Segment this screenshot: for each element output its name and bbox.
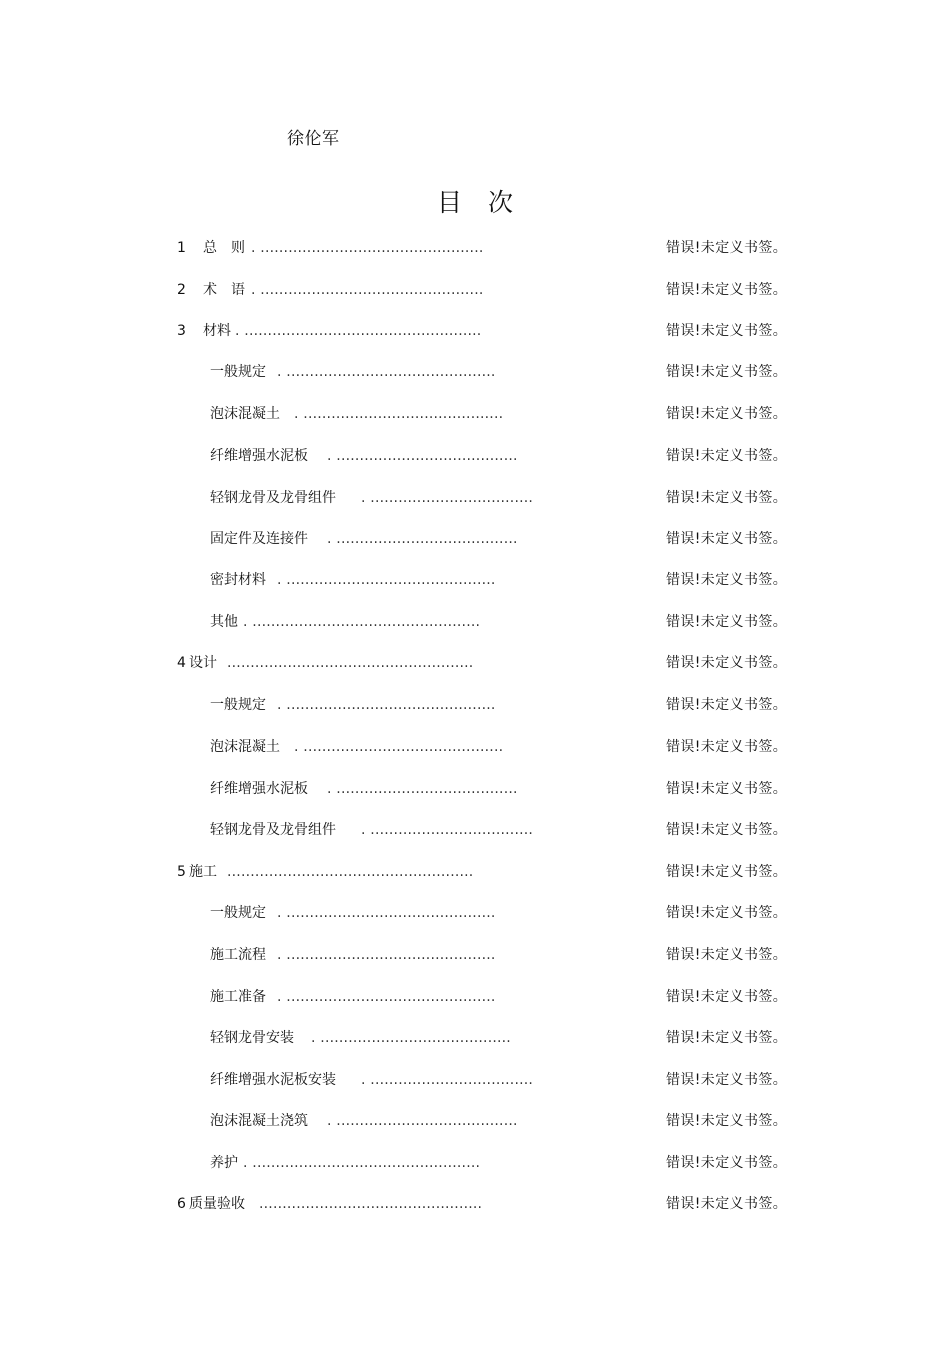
toc-entry-label: 施工 <box>189 864 217 880</box>
toc-entry-page-ref: 错误!未定义书签。 <box>666 1196 788 1212</box>
toc-entry-leader: . ................................... <box>361 490 534 506</box>
toc-entry[interactable] <box>0 1069 950 1091</box>
toc-entry[interactable] <box>0 237 950 259</box>
toc-entry-page-ref: 错误!未定义书签。 <box>666 614 788 630</box>
toc-entry-page-ref: 错误!未定义书签。 <box>666 1113 788 1129</box>
toc-entry-label: 纤维增强水泥板 <box>210 448 308 464</box>
toc-entry-page-ref: 错误!未定义书签。 <box>666 364 788 380</box>
toc-entry[interactable] <box>0 861 950 883</box>
toc-entry-label: 一般规定 <box>210 905 266 921</box>
toc-entry-label: 固定件及连接件 <box>210 531 308 547</box>
toc-entry[interactable] <box>0 1110 950 1132</box>
toc-entry-label: 术 语 <box>203 282 245 298</box>
toc-entry-page-ref: 错误!未定义书签。 <box>666 240 788 256</box>
toc-entry-leader: . ............................................. <box>277 989 496 1005</box>
toc-entry-leader: . ................................................. <box>243 1155 481 1171</box>
toc-entry-leader: . ............................................. <box>277 572 496 588</box>
toc-entry[interactable] <box>0 902 950 924</box>
toc-entry-number: 5 <box>177 864 186 880</box>
toc-entry-leader: ..................................................... <box>227 655 474 671</box>
toc-entry[interactable] <box>0 819 950 841</box>
toc-entry-leader: . ............................................. <box>277 905 496 921</box>
toc-entry-leader: ..................................................... <box>227 864 474 880</box>
toc-entry-page-ref: 错误!未定义书签。 <box>666 781 788 797</box>
toc-entry[interactable] <box>0 361 950 383</box>
toc-entry-label: 一般规定 <box>210 697 266 713</box>
toc-entry-label: 轻钢龙骨及龙骨组件 <box>210 822 336 838</box>
toc-entry-leader: . ........................................... <box>294 406 504 422</box>
toc-entry-number: 4 <box>177 655 186 671</box>
toc-entry-label: 总 则 <box>203 240 245 256</box>
toc-entry-page-ref: 错误!未定义书签。 <box>666 739 788 755</box>
toc-entry-leader: . ................................................... <box>235 323 482 339</box>
toc-entry-leader: . ................................................. <box>243 614 481 630</box>
toc-entry-leader: . ......................................... <box>311 1030 511 1046</box>
toc-entry[interactable] <box>0 652 950 674</box>
toc-entry[interactable] <box>0 320 950 342</box>
toc-entry-label: 其他 <box>210 614 238 630</box>
toc-entry-number: 6 <box>177 1196 186 1212</box>
toc-entry-leader: . ................................... <box>361 822 534 838</box>
toc-entry-leader: . ....................................... <box>327 1113 518 1129</box>
toc-entry[interactable] <box>0 403 950 425</box>
toc-entry-leader: . ............................................. <box>277 364 496 380</box>
toc-entry-page-ref: 错误!未定义书签。 <box>666 1155 788 1171</box>
toc-entry-page-ref: 错误!未定义书签。 <box>666 655 788 671</box>
toc-entry-page-ref: 错误!未定义书签。 <box>666 697 788 713</box>
toc-entry-page-ref: 错误!未定义书签。 <box>666 490 788 506</box>
toc-entry-leader: . ................................... <box>361 1072 534 1088</box>
toc-entry-number: 2 <box>177 282 186 298</box>
toc-entry[interactable] <box>0 778 950 800</box>
toc-entry[interactable] <box>0 1152 950 1174</box>
toc-entry-leader: . ....................................... <box>327 781 518 797</box>
toc-entry-leader: . ................................................ <box>251 240 484 256</box>
toc-entry-page-ref: 错误!未定义书签。 <box>666 989 788 1005</box>
toc-entry[interactable] <box>0 528 950 550</box>
toc-entry-leader: . ................................................ <box>251 282 484 298</box>
toc-entry-page-ref: 错误!未定义书签。 <box>666 323 788 339</box>
toc-entry[interactable] <box>0 445 950 467</box>
author-name: 徐伦军 <box>287 129 340 149</box>
toc-entry-page-ref: 错误!未定义书签。 <box>666 822 788 838</box>
toc-entry[interactable] <box>0 986 950 1008</box>
toc-entry[interactable] <box>0 487 950 509</box>
toc-entry-label: 轻钢龙骨及龙骨组件 <box>210 490 336 506</box>
toc-entry[interactable] <box>0 569 950 591</box>
toc-entry-leader: . ............................................. <box>277 697 496 713</box>
toc-entry-label: 设计 <box>189 655 217 671</box>
toc-entry-label: 施工准备 <box>210 989 266 1005</box>
toc-entry-page-ref: 错误!未定义书签。 <box>666 1072 788 1088</box>
toc-entry-label: 泡沫混凝土浇筑 <box>210 1113 308 1129</box>
toc-entry-label: 密封材料 <box>210 572 266 588</box>
toc-entry-number: 3 <box>177 323 186 339</box>
toc-title-char-1: 目 <box>436 188 462 217</box>
toc-entry-leader: . ....................................... <box>327 531 518 547</box>
toc-entry-label: 泡沫混凝土 <box>210 739 280 755</box>
toc-entry-label: 纤维增强水泥板安装 <box>210 1072 336 1088</box>
toc-entry[interactable] <box>0 1193 950 1215</box>
toc-entry-label: 一般规定 <box>210 364 266 380</box>
toc-entry[interactable] <box>0 736 950 758</box>
toc-entry-number: 1 <box>177 240 186 256</box>
toc-entry-label: 施工流程 <box>210 947 266 963</box>
toc-entry-page-ref: 错误!未定义书签。 <box>666 572 788 588</box>
toc-entry[interactable] <box>0 944 950 966</box>
toc-entry-page-ref: 错误!未定义书签。 <box>666 531 788 547</box>
toc-entry-page-ref: 错误!未定义书签。 <box>666 947 788 963</box>
toc-entry-page-ref: 错误!未定义书签。 <box>666 1030 788 1046</box>
toc-entry-leader: ................................................ <box>259 1196 483 1212</box>
toc-entry-label: 质量验收 <box>189 1196 245 1212</box>
toc-entry-page-ref: 错误!未定义书签。 <box>666 864 788 880</box>
toc-entry-leader: . ........................................... <box>294 739 504 755</box>
toc-entry-label: 纤维增强水泥板 <box>210 781 308 797</box>
toc-title-char-2: 次 <box>488 188 514 217</box>
toc-entry-page-ref: 错误!未定义书签。 <box>666 905 788 921</box>
toc-entry-page-ref: 错误!未定义书签。 <box>666 406 788 422</box>
toc-entry[interactable] <box>0 694 950 716</box>
toc-entry-label: 轻钢龙骨安装 <box>210 1030 294 1046</box>
toc-entry-label: 养护 <box>210 1155 238 1171</box>
toc-entry[interactable] <box>0 611 950 633</box>
toc-entry-label: 泡沫混凝土 <box>210 406 280 422</box>
toc-entry-label: 材料 <box>203 323 231 339</box>
toc-entry-leader: . ............................................. <box>277 947 496 963</box>
toc-entry[interactable] <box>0 279 950 301</box>
toc-entry-page-ref: 错误!未定义书签。 <box>666 448 788 464</box>
toc-entry-leader: . ....................................... <box>327 448 518 464</box>
toc-entry-page-ref: 错误!未定义书签。 <box>666 282 788 298</box>
toc-entry[interactable] <box>0 1027 950 1049</box>
